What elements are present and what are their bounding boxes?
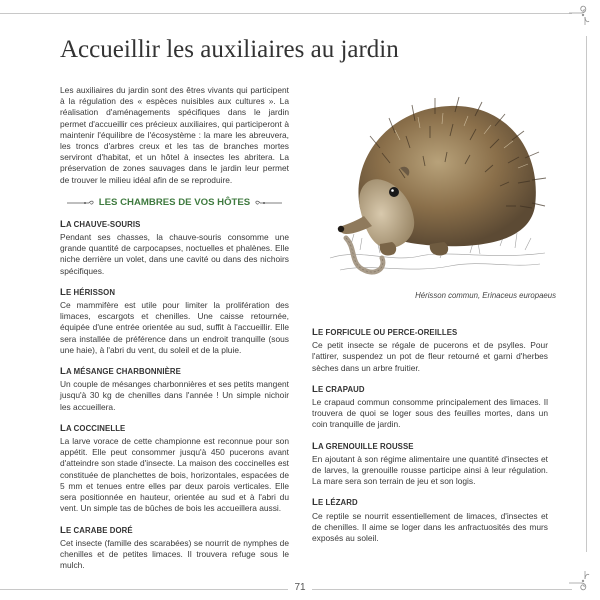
entry-heading: LE CRAPAUD: [312, 383, 365, 395]
left-column: [60, 85, 289, 581]
entry-heading: LA GRENOUILLE ROUSSE: [312, 440, 414, 452]
entry-text: Ce reptile se nourrit essentiellement de limaces, d'insectes et de chenilles. Il aime se loger dans les anfractuosités des murs exposés au soleil.: [312, 510, 548, 544]
entry-herisson: [60, 287, 289, 356]
right-column: [312, 327, 548, 554]
entry-chauve-souris: [60, 219, 289, 277]
entry-heading: LE CARABE DORÉ: [60, 524, 133, 536]
entry-mesange: [60, 366, 289, 413]
intro-paragraph: Les auxiliaires du jardin sont des êtres vivants qui participent à la régulation des « espèces nuisibles aux cultures ». La réalisation d'aménagements spécifiques dans le jardin permet d'accueillir ces précieux auxiliaires, qui participeront à maintenir l'équilibre de l'écosystème : la mare les abreuvera, les troncs d'arbres creux et les tas de branches mortes serviront d'habitat, et un hôtel à insectes les abritera. La préservation de zones sauvages dans le jardin leur permet de trouver le milieu idéal afin de se reproduire.: [60, 85, 289, 185]
hedgehog-illustration: [320, 88, 550, 284]
section-heading: [60, 196, 289, 210]
frame-right-rule: [586, 36, 587, 552]
entry-text: Ce petit insecte se régale de pucerons et de psylles. Pour l'attirer, suspendez un pot de fleur retourné et garni d'herbes sèches dans un arbre fruitier.: [312, 340, 548, 373]
entry-heading: LE LÉZARD: [312, 497, 358, 509]
entry-lezard: [312, 497, 548, 544]
entry-text: Ce mammifère est utile pour limiter la prolifération des limaces, escargots et chenilles. Une caisse retournée, équipée d'une entrée orientée au sud, suffit à l'accueillir. Elle sera installée de préférence dans un endroit tranquille (sous une haie), à l'abri du vent, du soleil et de la pluie.: [60, 300, 289, 355]
entry-text: La larve vorace de cette championne est reconnue pour son appétit. Elle peut consommer jusqu'à 450 pucerons avant d'atteindre son stade d'insecte. La maison des coccinelles est constituée de planchettes de bois, horizontales, espacées de 5 mm et tenues entre elles par deux parois verticales. Elle sera positionnée en hauteur, orientée au sud et à l'abri du vent. Un simple tas de bûches de bois les accueillera aussi.: [60, 436, 289, 514]
entry-crapaud: [312, 384, 548, 431]
entry-text: Un couple de mésanges charbonnières et ses petits mangent jusqu'à 30 kg de chenilles dans l'année ! Un simple nichoir les accueillera.: [60, 379, 289, 412]
entry-carabe: [60, 525, 289, 572]
frame-top-rule: [0, 13, 572, 14]
entry-heading: LE FORFICULE OU PERCE-OREILLES: [312, 327, 458, 338]
page-number: 71: [0, 582, 600, 593]
entry-heading: LE HÉRISSON: [60, 286, 116, 298]
entry-text: Le crapaud commun consomme principalement des limaces. Il trouvera de quoi se loger sous des feuilles mortes, dans un coin tranquille de jardin.: [312, 397, 548, 430]
entry-heading: LA MÉSANGE CHARBONNIÈRE: [60, 366, 181, 378]
flourish-left-icon: [67, 198, 95, 208]
entry-text: En ajoutant à son régime alimentaire une quantité d'insectes et de larves, la grenouille rousse participe ainsi à leur régulation. La mare sera son terrain de jeu et son logis.: [312, 453, 548, 487]
entry-heading: LA CHAUVE-SOURIS: [60, 218, 141, 230]
entry-text: Pendant ses chasses, la chauve-souris consomme une grande quantité de carpocapses, noctuelles et phalènes. Elle niche derrière un volet, dans une cavité ou dans des nichoirs spécifiques.: [60, 232, 289, 276]
page-title: Accueillir les auxiliaires au jardin: [60, 36, 399, 63]
section-title: LES CHAMBRES DE VOS HÔTES: [98, 197, 251, 209]
entry-text: Cet insecte (famille des scarabées) se nourrit de nymphes de chenilles et de petites limaces. Il trouvera refuge sous le mulch.: [60, 537, 289, 571]
flourish-right-icon: [254, 198, 282, 208]
entry-forficule: [312, 327, 548, 374]
entry-coccinelle: [60, 423, 289, 515]
corner-ornament-icon: [568, 4, 590, 26]
entry-grenouille: [312, 441, 548, 488]
entry-heading: LA COCCINELLE: [60, 422, 126, 434]
figure-caption: Hérisson commun, Erinaceus europaeus: [415, 291, 556, 300]
